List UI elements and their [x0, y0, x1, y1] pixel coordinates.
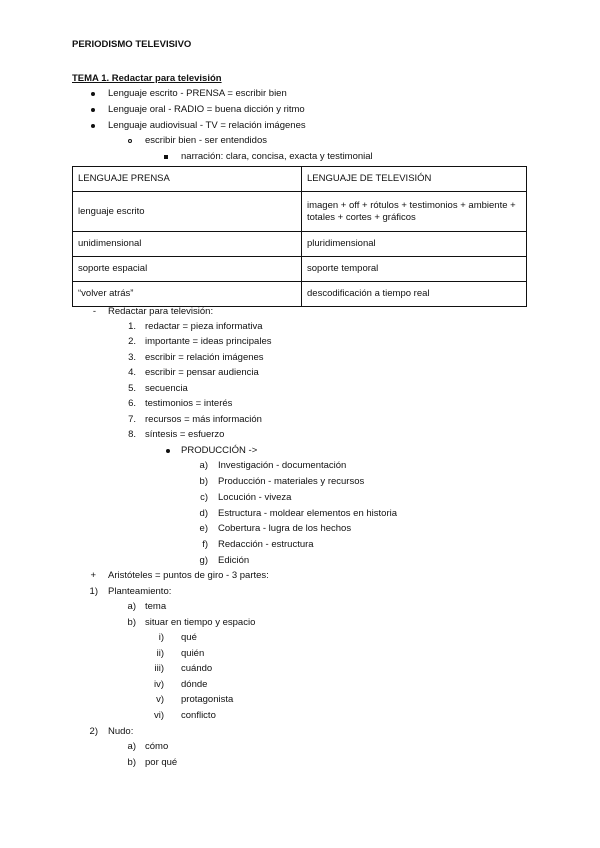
- list-letter: e): [199, 523, 208, 534]
- list-number: 7.: [128, 414, 136, 425]
- comparison-table: [72, 166, 527, 307]
- table-cell: soporte espacial: [73, 257, 302, 282]
- list-item: tema: [145, 601, 167, 612]
- list-letter: a): [127, 601, 136, 612]
- bullet-icon: [166, 449, 170, 453]
- list-item: Lenguaje audiovisual - TV = relación imágenes: [108, 120, 306, 131]
- list-letter: f): [202, 539, 208, 550]
- table-cell: pluridimensional: [302, 232, 527, 257]
- list-item: escribir = relación imágenes: [145, 352, 264, 363]
- list-item: síntesis = esfuerzo: [145, 429, 225, 440]
- bullet-icon: [91, 124, 95, 128]
- list-heading: Redactar para televisión:: [108, 306, 214, 317]
- document-title: PERIODISMO TELEVISIVO: [72, 39, 192, 50]
- list-item: situar en tiempo y espacio: [145, 617, 256, 628]
- list-item: recursos = más información: [145, 414, 262, 425]
- list-letter: b): [127, 617, 136, 628]
- list-item: escribir bien - ser entendidos: [145, 135, 267, 146]
- list-number: 2): [89, 726, 98, 737]
- list-letter: b): [199, 476, 208, 487]
- list-item: Lenguaje oral - RADIO = buena dicción y ritmo: [108, 104, 305, 115]
- list-item: Investigación - documentación: [218, 460, 347, 471]
- list-number: 2.: [128, 336, 136, 347]
- bullet-icon: [91, 92, 95, 96]
- list-item: escribir = pensar audiencia: [145, 367, 259, 378]
- list-item: Locución - viveza: [218, 492, 292, 503]
- list-item: qué: [181, 632, 197, 643]
- section-title: TEMA 1. Redactar para televisión: [72, 73, 222, 84]
- list-heading: Aristóteles = puntos de giro - 3 partes:: [108, 570, 269, 581]
- list-item: Redacción - estructura: [218, 539, 314, 550]
- list-item: por qué: [145, 757, 178, 768]
- table-header-cell: LENGUAJE PRENSA: [73, 167, 302, 192]
- list-item: importante = ideas principales: [145, 336, 272, 347]
- dash-marker: -: [92, 306, 96, 317]
- list-item: conflicto: [181, 710, 216, 721]
- list-roman: vi): [153, 710, 164, 721]
- list-roman: iv): [153, 679, 164, 690]
- list-number: 5.: [128, 383, 136, 394]
- list-number: 3.: [128, 352, 136, 363]
- list-roman: i): [158, 632, 164, 643]
- list-letter: a): [127, 741, 136, 752]
- list-letter: a): [199, 460, 208, 471]
- list-letter: g): [199, 555, 208, 566]
- table-row: [73, 282, 527, 307]
- list-item: testimonios = interés: [145, 398, 233, 409]
- list-number: 6.: [128, 398, 136, 409]
- list-item: quién: [181, 648, 205, 659]
- list-number: 8.: [128, 429, 136, 440]
- list-item: dónde: [181, 679, 208, 690]
- table-row: [73, 257, 527, 282]
- list-item: secuencia: [145, 383, 188, 394]
- table-cell: descodificación a tiempo real: [302, 282, 527, 307]
- list-letter: d): [199, 508, 208, 519]
- table-cell: “volver atrás”: [73, 282, 302, 307]
- list-letter: b): [127, 757, 136, 768]
- list-item: protagonista: [181, 694, 234, 705]
- plus-marker: +: [90, 570, 96, 581]
- table-header-cell: LENGUAJE DE TELEVISIÓN: [302, 167, 527, 192]
- list-item: redactar = pieza informativa: [145, 321, 263, 332]
- list-item: cuándo: [181, 663, 213, 674]
- list-roman: ii): [156, 648, 164, 659]
- list-roman: iii): [154, 663, 164, 674]
- list-number: 1): [89, 586, 98, 597]
- bullet-icon: [91, 108, 95, 112]
- list-item: Cobertura - lugra de los hechos: [218, 523, 352, 534]
- table-row: [73, 232, 527, 257]
- list-item: narración: clara, concisa, exacta y testimonial: [181, 151, 373, 162]
- list-heading: Nudo:: [108, 726, 134, 737]
- table-cell: unidimensional: [73, 232, 302, 257]
- list-item: Producción - materiales y recursos: [218, 476, 365, 487]
- list-item: Edición: [218, 555, 250, 566]
- list-item: Lenguaje escrito - PRENSA = escribir bien: [108, 88, 287, 99]
- list-roman: v): [156, 694, 164, 705]
- table-row: [73, 192, 527, 232]
- list-heading: Planteamiento:: [108, 586, 172, 597]
- table-cell: soporte temporal: [302, 257, 527, 282]
- circle-bullet-icon: [128, 139, 132, 143]
- list-heading: PRODUCCIÓN ->: [181, 445, 258, 456]
- list-number: 4.: [128, 367, 136, 378]
- list-item: Estructura - moldear elementos en historia: [218, 508, 397, 519]
- square-bullet-icon: [164, 155, 168, 159]
- list-number: 1.: [128, 321, 136, 332]
- table-header-row: [73, 167, 527, 192]
- table-cell: lenguaje escrito: [73, 192, 302, 232]
- list-item: cómo: [145, 741, 169, 752]
- list-letter: c): [200, 492, 208, 503]
- table-cell: imagen + off + rótulos + testimonios + ambiente + totales + cortes + gráficos: [302, 192, 527, 232]
